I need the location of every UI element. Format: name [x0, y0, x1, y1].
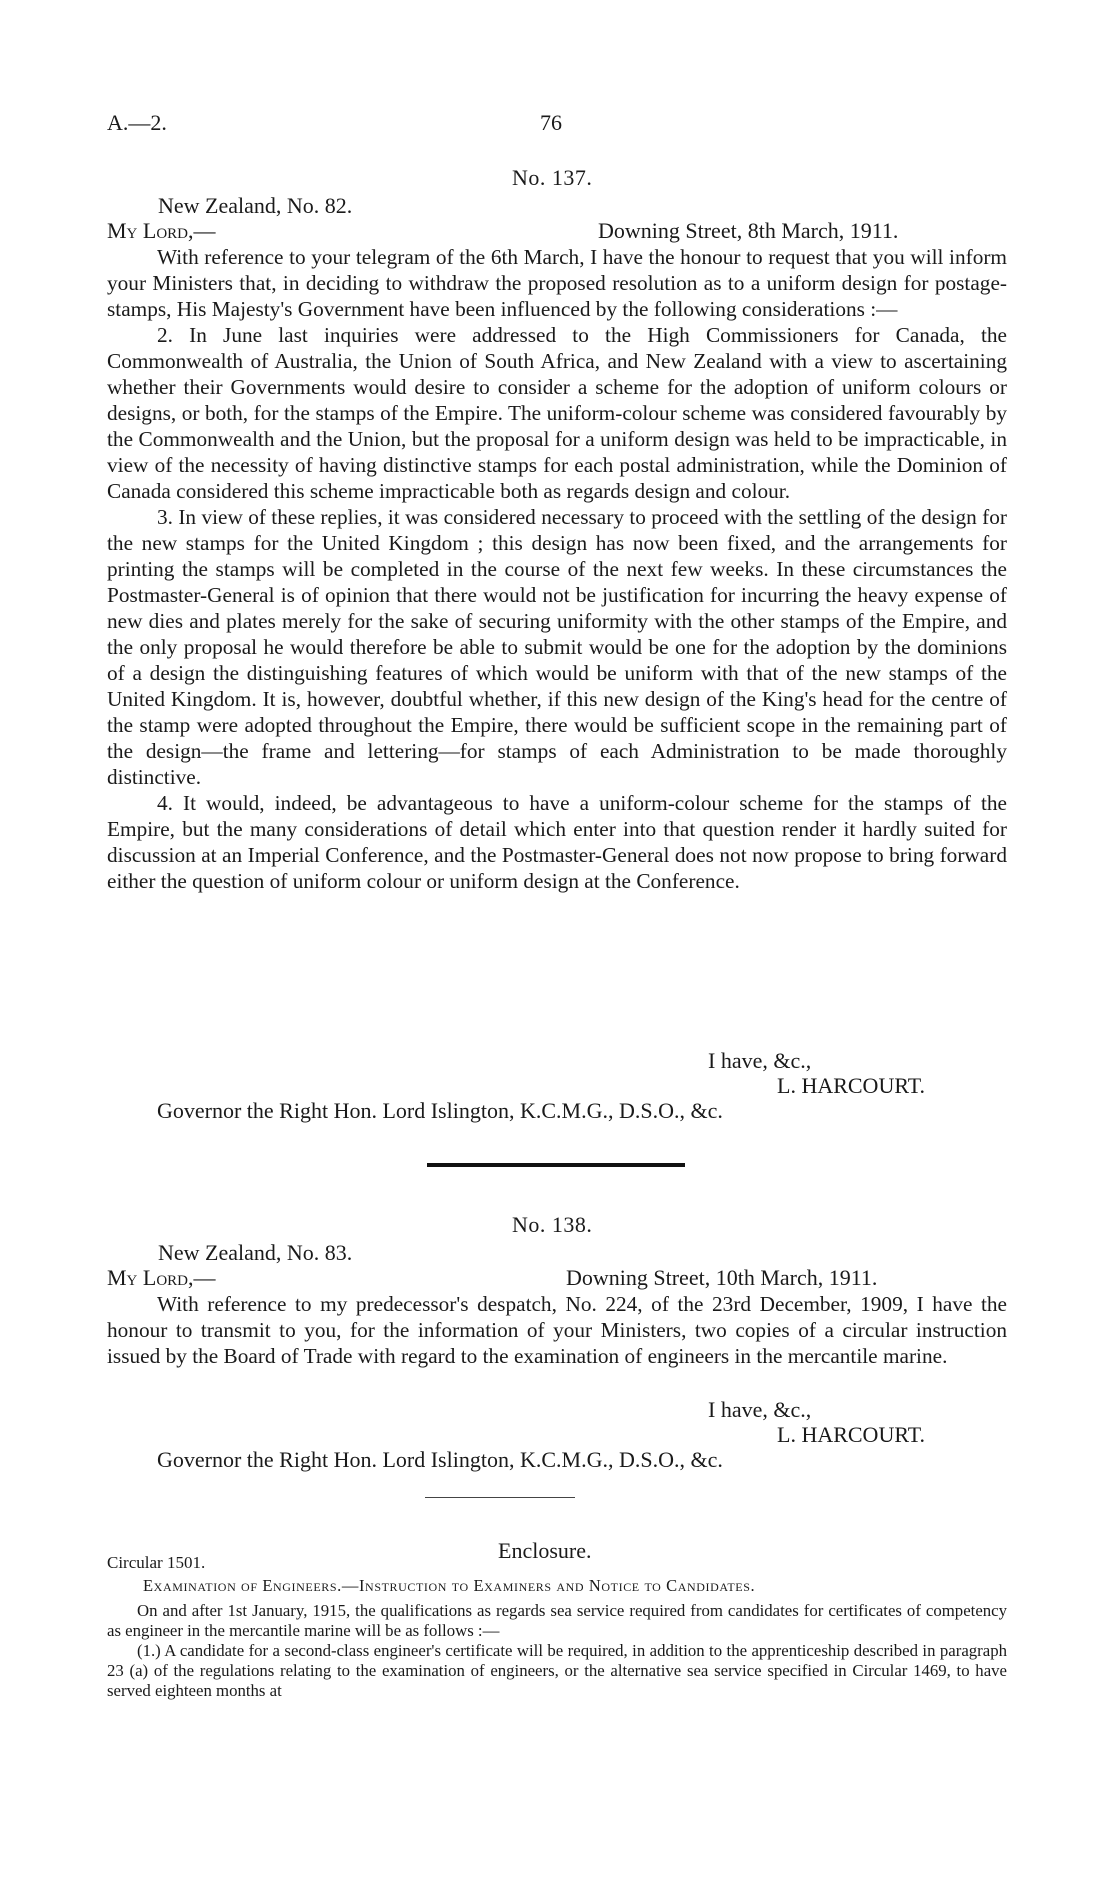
enclosure-heading: Enclosure. [498, 1538, 592, 1563]
signature: L. HARCOURT. [777, 1073, 925, 1098]
letter-body [107, 1291, 1007, 1369]
salutation: My Lord,— [107, 1265, 216, 1290]
document-reference: A.—2. [107, 110, 167, 135]
letter-number: No. 138. [512, 1212, 593, 1237]
place-date: Downing Street, 10th March, 1911. [566, 1265, 878, 1290]
paragraph: (1.) A candidate for a second-class engineer's certificate will be required, in addition to the apprenticeship described in paragraph 23 (a) of the regulations relating to the examination of engineers, or the alternative sea service specified in Circular 1469, to have served eighteen months at [107, 1641, 1007, 1700]
paragraph: 2. In June last inquiries were addressed to the High Commissioners for Canada, the Commonwealth of Australia, the Union of South Africa, and New Zealand with a view to ascertaining whether their Governments would desire to consider a scheme for the adoption of uniform colours or designs, or both, for the stamps of the Empire. The uniform-colour scheme was considered favourably by the Commonwealth and the Union, but the proposal for a uniform design was held to be impracticable, in view of the necessity of having distinctive stamps for each postal administration, while the Dominion of Canada considered this scheme impracticable both as regards design and colour. [107, 323, 1007, 503]
paragraph: On and after 1st January, 1915, the qualifications as regards sea service required from candidates for certificates of competency as engineer in the mercantile marine will be as follows :— [107, 1601, 1007, 1640]
paragraph: With reference to your telegram of the 6th March, I have the honour to request that you will inform your Ministers that, in deciding to withdraw the proposed resolution as to a uniform design for postage-stamps, His Majesty's Government have been influenced by the following considerations :— [107, 245, 1007, 321]
addressee: Governor the Right Hon. Lord Islington, K.C.M.G., D.S.O., &c. [157, 1447, 723, 1472]
paragraph: With reference to my predecessor's despatch, No. 224, of the 23rd December, 1909, I have the honour to transmit to you, for the information of your Ministers, two copies of a circular instruction issued by the Board of Trade with regard to the examination of engineers in the mercantile marine. [107, 1292, 1007, 1368]
section-divider [425, 1497, 575, 1498]
addressee: Governor the Right Hon. Lord Islington, K.C.M.G., D.S.O., &c. [157, 1098, 723, 1123]
page-number: 76 [540, 110, 562, 135]
closing: I have, &c., [708, 1397, 812, 1422]
dispatch-reference: New Zealand, No. 82. [158, 193, 353, 218]
dispatch-reference: New Zealand, No. 83. [158, 1240, 353, 1265]
letter-body [107, 244, 1007, 894]
paragraph: 4. It would, indeed, be advantageous to have a uniform-colour scheme for the stamps of the Empire, but the many considerations of detail which enter into that question render it hardly suited for discussion at an Imperial Conference, and the Postmaster-General does not now propose to bring forward either the question of uniform colour or uniform design at the Conference. [107, 791, 1007, 893]
circular-number: Circular 1501. [107, 1553, 206, 1572]
salutation: My Lord,— [107, 218, 216, 243]
place-date: Downing Street, 8th March, 1911. [598, 218, 899, 243]
enclosure-title: Examination of Engineers.—Instruction to Examiners and Notice to Candidates. [143, 1576, 756, 1595]
signature: L. HARCOURT. [777, 1422, 925, 1447]
enclosure-body [107, 1601, 1007, 1701]
closing: I have, &c., [708, 1048, 812, 1073]
section-divider [427, 1163, 685, 1167]
paragraph: 3. In view of these replies, it was considered necessary to proceed with the settling of the design for the new stamps for the United Kingdom ; this design has now been fixed, and the arrangements for printing the stamps will be completed in the course of the next few weeks. In these circumstances the Postmaster-General is of opinion that there would not be justification for incurring the heavy expense of new dies and plates merely for the sake of securing uniformity with the other stamps of the Empire, and the only proposal he would therefore be able to submit would be one for the adoption by the dominions of a design the distinguishing features of which would be uniform with that of the new stamps of the United Kingdom. It is, however, doubtful whether, if this new design of the King's head for the centre of the stamp were adopted throughout the Empire, there would be sufficient scope in the remaining part of the design—the frame and lettering—for stamps of each Administration to be made thoroughly distinctive. [107, 505, 1007, 789]
letter-number: No. 137. [512, 165, 593, 190]
